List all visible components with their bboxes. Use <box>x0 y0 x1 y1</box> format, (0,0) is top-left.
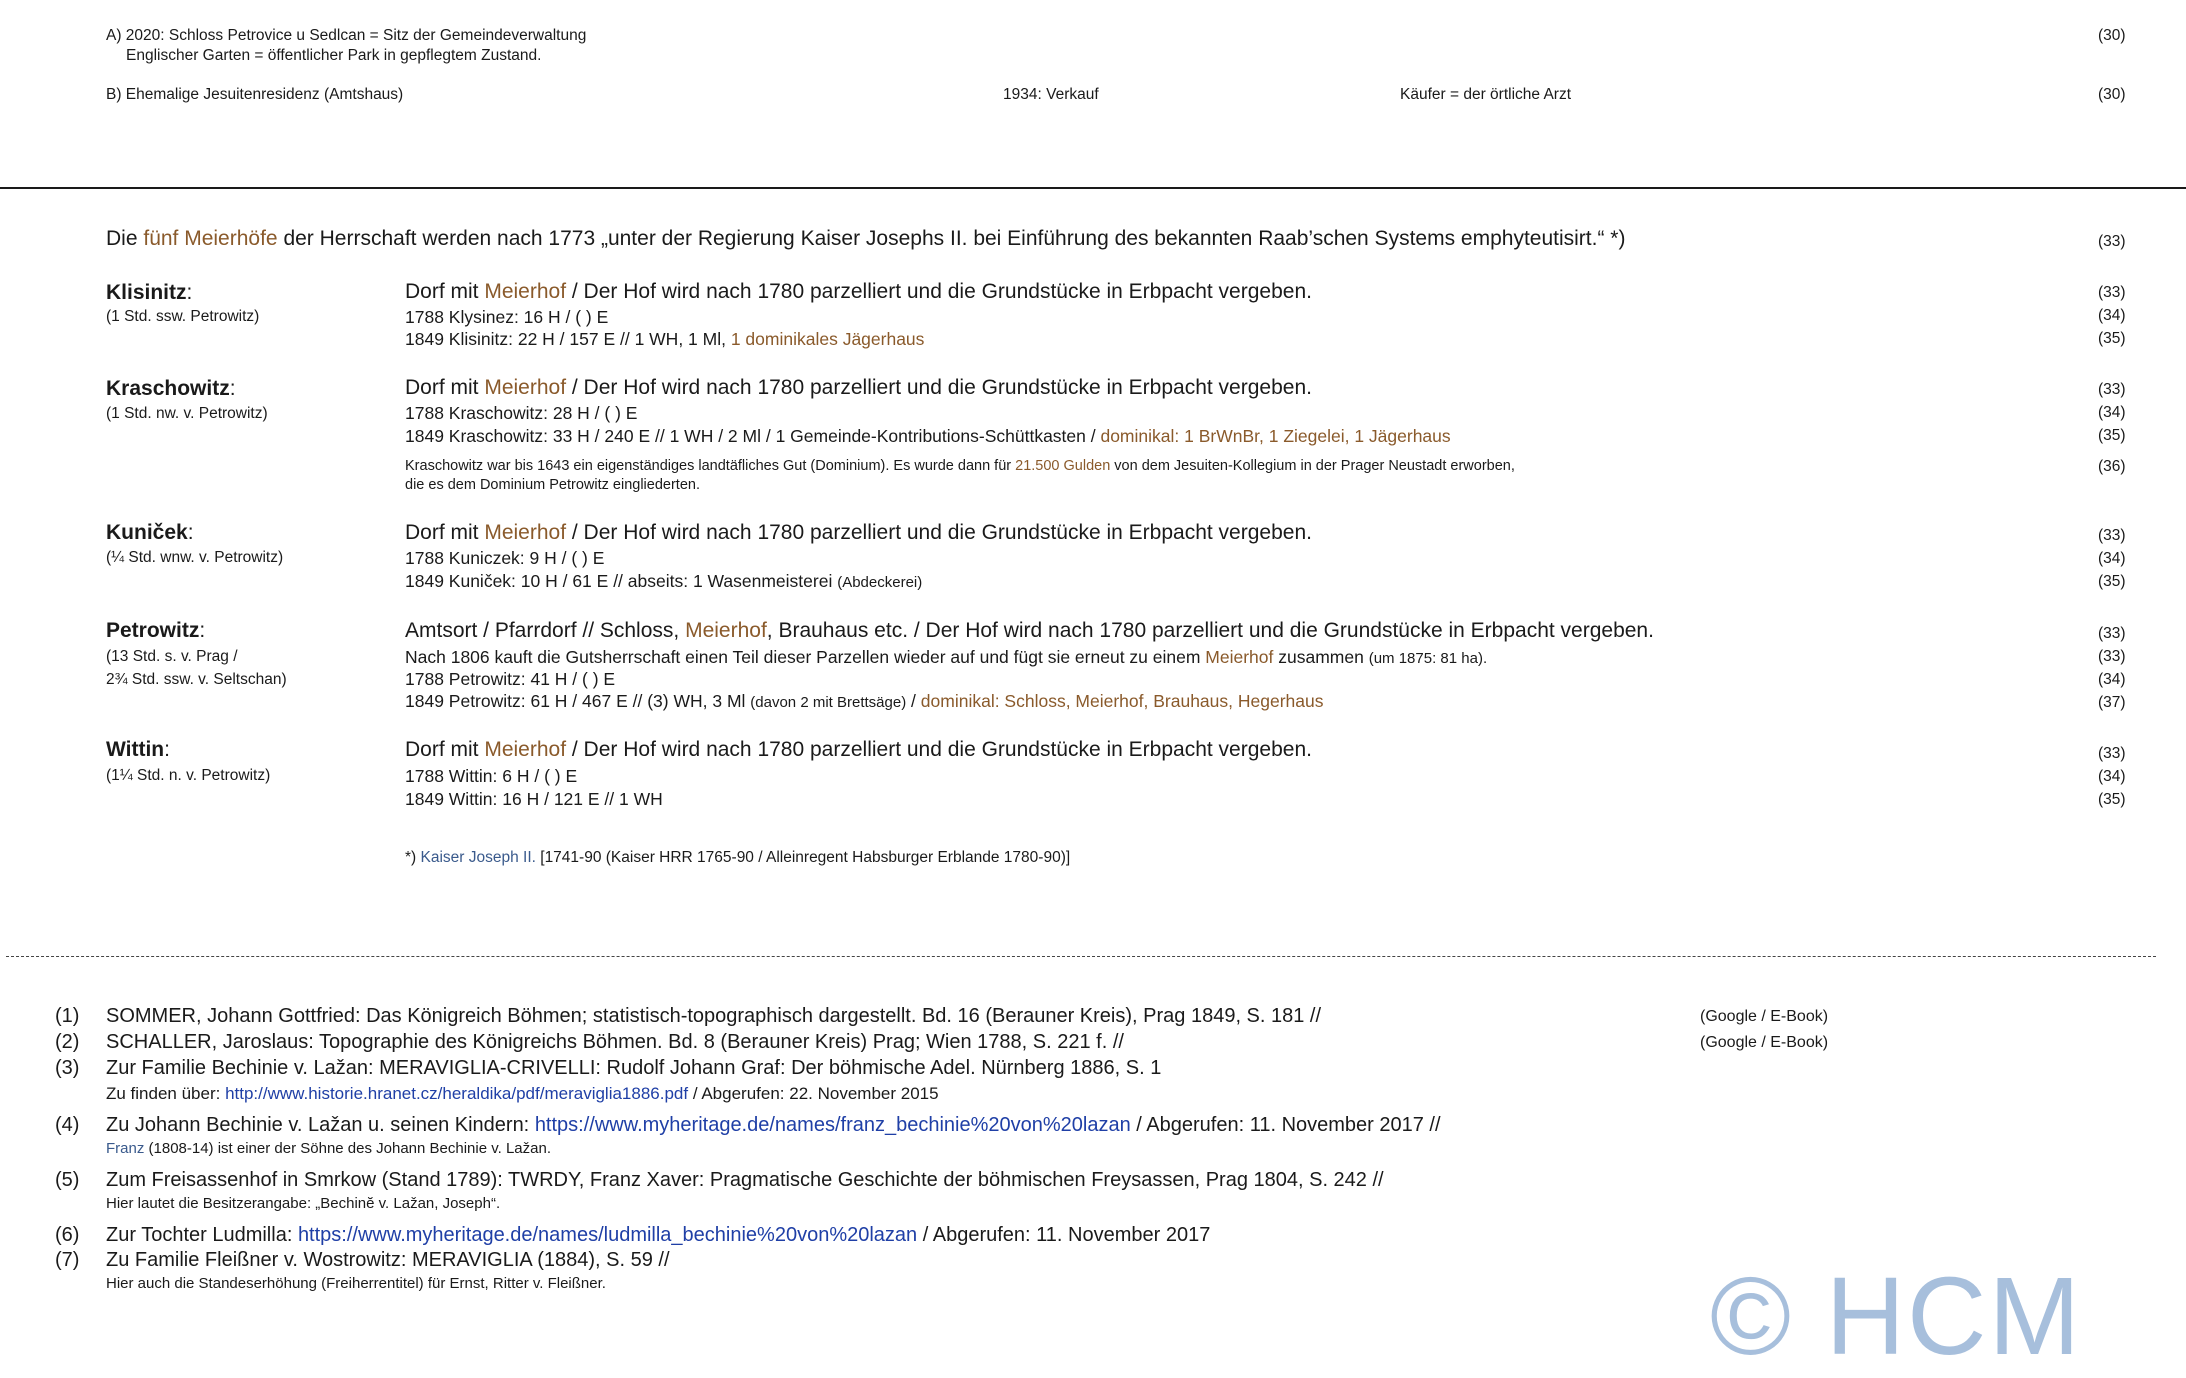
text: von dem Jesuiten-Kollegium in der Prager Neustadt erworben, <box>1110 458 1515 474</box>
text: *) <box>405 849 421 866</box>
fn6-num: (6) <box>55 1224 80 1246</box>
fn4-text <box>106 1114 1441 1137</box>
petrowitz-line1 <box>405 619 1654 643</box>
copyright-watermark: © HCM <box>1710 1255 2083 1378</box>
highlight: 1 dominikales Jägerhaus <box>730 329 925 349</box>
fn6-text <box>106 1224 1210 1247</box>
myheritage-ludmilla-link[interactable]: https://www.myheritage.de/names/ludmilla_bechinie%20von%20lazan <box>297 1224 918 1246</box>
kunicek-line2: 1788 Kuniczek: 9 H / ( ) E <box>405 548 605 568</box>
petrowitz-ref-3: (34) <box>2098 671 2126 688</box>
dist-kunicek: (¼ Std. wnw. v. Petrowitz) <box>106 549 284 566</box>
fn2-text: SCHALLER, Jaroslaus: Topographie des Königreichs Böhmen. Bd. 8 (Berauner Kreis) Prag; Wien 1788, S. 221 f. // <box>106 1031 1124 1053</box>
petrowitz-line2 <box>405 647 1487 668</box>
highlight: Franz <box>106 1140 145 1157</box>
text: 1849 Kraschowitz: 33 H / 240 E // 1 WH / 2 Ml / 1 Gemeinde-Kontributions-Schüttkasten / <box>405 426 1101 446</box>
fn4-sub <box>106 1140 551 1157</box>
dist-kraschowitz: (1 Std. nw. v. Petrowitz) <box>106 405 268 422</box>
text-small: (Abdeckerei) <box>837 574 923 591</box>
text: Nach 1806 kauft die Gutsherrschaft einen Teil dieser Parzellen wieder auf und fügt sie erneut zu einem <box>405 647 1206 667</box>
text: , Brauhaus etc. / Der Hof wird nach 1780 parzelliert und die Grundstücke in Erbpacht vergeben. <box>766 619 1654 642</box>
text: / Der Hof wird nach 1780 parzelliert und die Grundstücke in Erbpacht vergeben. <box>566 521 1312 544</box>
intro-text-1: Die <box>106 227 144 250</box>
top-b-ref: (30) <box>2098 86 2126 103</box>
kunicek-ref-2: (34) <box>2098 550 2126 567</box>
highlight: 21.500 Gulden <box>1015 458 1111 474</box>
kraschowitz-line1 <box>405 376 1312 400</box>
intro-sentence <box>106 227 1625 251</box>
meierhof-highlight: Meierhof <box>484 521 567 544</box>
text: Dorf mit <box>405 521 485 544</box>
place-kraschowitz <box>106 377 236 401</box>
highlight: dominikal: 1 BrWnBr, 1 Ziegelei, 1 Jägerhaus <box>1100 426 1451 446</box>
colon: : <box>229 377 236 400</box>
text: Dorf mit <box>405 376 485 399</box>
section-divider <box>0 187 2186 189</box>
text: Zu finden über: <box>106 1084 226 1103</box>
petrowitz-line4 <box>405 691 1324 712</box>
intro-highlight: fünf Meierhöfe <box>143 227 278 250</box>
fn1-num: (1) <box>55 1005 80 1027</box>
kraschowitz-ref-1: (33) <box>2098 381 2126 398</box>
meierhof-highlight: Meierhof <box>484 376 567 399</box>
fn5-num: (5) <box>55 1169 80 1191</box>
meierhof-highlight: Meierhof <box>484 738 567 761</box>
text: Zu Johann Bechinie v. Lažan u. seinen Kindern: <box>106 1114 535 1136</box>
place-wittin <box>106 738 170 762</box>
place-petrowitz <box>106 619 205 643</box>
fn5-text: Zum Freisassenhof in Smrkow (Stand 1789): TWRDY, Franz Xaver: Pragmatische Geschichte der böhmischen Freysassen, Prag 1804, S. 242 // <box>106 1169 1384 1191</box>
petrowitz-ref-4: (37) <box>2098 694 2126 711</box>
wittin-line3: 1849 Wittin: 16 H / 121 E // 1 WH <box>405 789 663 809</box>
wittin-ref-1: (33) <box>2098 745 2126 762</box>
place-kunicek <box>106 521 194 545</box>
fn1-text: SOMMER, Johann Gottfried: Das Königreich Böhmen; statistisch-topographisch dargestellt. Bd. 16 (Berauner Kreis), Prag 1849, S. 181 // <box>106 1005 1322 1027</box>
kraschowitz-ref-3: (35) <box>2098 427 2126 444</box>
highlight: dominikal: Schloss, Meierhof, Brauhaus, Hegerhaus <box>920 691 1324 711</box>
meierhof-highlight: Meierhof <box>1205 647 1274 667</box>
text: / Abgerufen: 22. November 2015 <box>688 1084 939 1103</box>
wittin-line2: 1788 Wittin: 6 H / ( ) E <box>405 766 578 786</box>
text: 1849 Petrowitz: 61 H / 467 E // (3) WH, 3 Ml <box>405 691 751 711</box>
place-name: Kuniček <box>106 521 188 544</box>
intro-ref: (33) <box>2098 233 2126 250</box>
colon: : <box>186 281 193 304</box>
kraschowitz-ref-4: (36) <box>2098 458 2126 475</box>
text: / Der Hof wird nach 1780 parzelliert und die Grundstücke in Erbpacht vergeben. <box>566 280 1312 303</box>
klisinitz-line1 <box>405 280 1312 304</box>
wittin-line1 <box>405 738 1312 762</box>
top-b-mid: 1934: Verkauf <box>1003 86 1099 103</box>
meierhof-highlight: Meierhof <box>484 280 567 303</box>
kraschowitz-note2: die es dem Dominium Petrowitz eingliederten. <box>405 477 700 493</box>
top-a-line2: Englischer Garten = öffentlicher Park in gepflegtem Zustand. <box>126 47 542 64</box>
footnote-divider <box>6 956 2156 957</box>
kunicek-line1 <box>405 521 1312 545</box>
fn2-source: (Google / E-Book) <box>1700 1034 1829 1051</box>
top-b-right: Käufer = der örtliche Arzt <box>1400 86 1572 103</box>
colon: : <box>199 619 206 642</box>
kraschowitz-line3 <box>405 426 1451 447</box>
klisinitz-ref-3: (35) <box>2098 330 2126 347</box>
place-name: Petrowitz <box>106 619 200 642</box>
fn7-text: Zu Familie Fleißner v. Wostrowitz: MERAVIGLIA (1884), S. 59 // <box>106 1249 670 1271</box>
fn3-sub <box>106 1084 939 1104</box>
fn3-num: (3) <box>55 1057 80 1079</box>
fn5-sub: Hier lautet die Besitzerangabe: „Bechinĕ v. Lažan, Joseph“. <box>106 1195 501 1212</box>
top-a-ref: (30) <box>2098 27 2126 44</box>
top-a-line1: A) 2020: Schloss Petrovice u Sedlcan = Sitz der Gemeindeverwaltung <box>106 27 587 44</box>
klisinitz-ref-2: (34) <box>2098 307 2126 324</box>
wittin-ref-3: (35) <box>2098 791 2126 808</box>
klisinitz-line2: 1788 Klysinez: 16 H / ( ) E <box>405 307 609 327</box>
petrowitz-ref-2: (33) <box>2098 648 2126 665</box>
fn7-sub: Hier auch die Standeserhöhung (Freiherrentitel) für Ernst, Ritter v. Fleißner. <box>106 1275 606 1292</box>
meierhof-highlight: Meierhof <box>685 619 767 642</box>
text: / Abgerufen: 11. November 2017 <box>917 1224 1211 1246</box>
kunicek-ref-3: (35) <box>2098 573 2126 590</box>
star-footnote <box>405 849 1070 867</box>
fn4-num: (4) <box>55 1114 80 1136</box>
text: Zur Tochter Ludmilla: <box>106 1224 298 1246</box>
colon: : <box>164 738 170 761</box>
myheritage-franz-link[interactable]: https://www.myheritage.de/names/franz_bechinie%20von%20lazan <box>534 1114 1131 1136</box>
kraschowitz-note1 <box>405 458 1515 474</box>
kunicek-ref-1: (33) <box>2098 527 2126 544</box>
colon: : <box>187 521 194 544</box>
text: Amtsort / Pfarrdorf // Schloss, <box>405 619 686 642</box>
text: / <box>906 691 921 711</box>
place-name: Kraschowitz <box>106 377 230 400</box>
text: zusammen <box>1273 647 1369 667</box>
place-name: Klisinitz <box>106 281 187 304</box>
klisinitz-line3 <box>405 329 924 350</box>
kraschowitz-line2: 1788 Kraschowitz: 28 H / ( ) E <box>405 403 638 423</box>
dist-petrowitz-2: 2¾ Std. ssw. v. Seltschan) <box>106 671 287 688</box>
text: Dorf mit <box>405 280 485 303</box>
wittin-ref-2: (34) <box>2098 768 2126 785</box>
text: / Abgerufen: 11. November 2017 // <box>1130 1114 1441 1136</box>
text: Kraschowitz war bis 1643 ein eigenständiges landtäfliches Gut (Dominium). Es wurde dann für <box>405 458 1016 474</box>
petrowitz-ref-1: (33) <box>2098 625 2126 642</box>
place-name: Wittin <box>106 738 165 761</box>
kraschowitz-ref-2: (34) <box>2098 404 2126 421</box>
text: / Der Hof wird nach 1780 parzelliert und die Grundstücke in Erbpacht vergeben. <box>566 376 1312 399</box>
dist-klisinitz: (1 Std. ssw. Petrowitz) <box>106 308 260 325</box>
text: [1741-90 (Kaiser HRR 1765-90 / Alleinregent Habsburger Erblande 1780-90)] <box>535 849 1071 866</box>
klisinitz-ref-1: (33) <box>2098 284 2126 301</box>
text-small: (davon 2 mit Brettsäge) <box>750 694 907 711</box>
highlight: Kaiser Joseph II. <box>420 849 536 866</box>
text: / Der Hof wird nach 1780 parzelliert und die Grundstücke in Erbpacht vergeben. <box>566 738 1312 761</box>
fn3-text: Zur Familie Bechinie v. Lažan: MERAVIGLIA-CRIVELLI: Rudolf Johann Graf: Der böhmische Adel. Nürnberg 1886, S. 1 <box>106 1057 1162 1079</box>
text: 1849 Kuniček: 10 H / 61 E // abseits: 1 Wasenmeisterei <box>405 571 838 591</box>
petrowitz-line3: 1788 Petrowitz: 41 H / ( ) E <box>405 669 616 689</box>
fn2-num: (2) <box>55 1031 80 1053</box>
place-klisinitz <box>106 281 192 305</box>
top-b-left: B) Ehemalige Jesuitenresidenz (Amtshaus) <box>106 86 404 103</box>
fn1-source: (Google / E-Book) <box>1700 1008 1829 1025</box>
dist-wittin: (1¼ Std. n. v. Petrowitz) <box>106 767 271 784</box>
text-small: (um 1875: 81 ha). <box>1368 650 1488 667</box>
kunicek-line3 <box>405 571 922 592</box>
text: Dorf mit <box>405 738 485 761</box>
intro-text-2: der Herrschaft werden nach 1773 „unter der Regierung Kaiser Josephs II. bei Einführung des bekannten Raab’schen Systems emphyteutisirt.“ *) <box>277 227 1626 250</box>
meraviglia-link[interactable]: http://www.historie.hranet.cz/heraldika/pdf/meraviglia1886.pdf <box>225 1084 689 1103</box>
text: 1849 Klisinitz: 22 H / 157 E // 1 WH, 1 Ml, <box>405 329 731 349</box>
fn7-num: (7) <box>55 1249 80 1271</box>
dist-petrowitz-1: (13 Std. s. v. Prag / <box>106 648 238 665</box>
text: (1808-14) ist einer der Söhne des Johann Bechinie v. Lažan. <box>144 1140 551 1157</box>
